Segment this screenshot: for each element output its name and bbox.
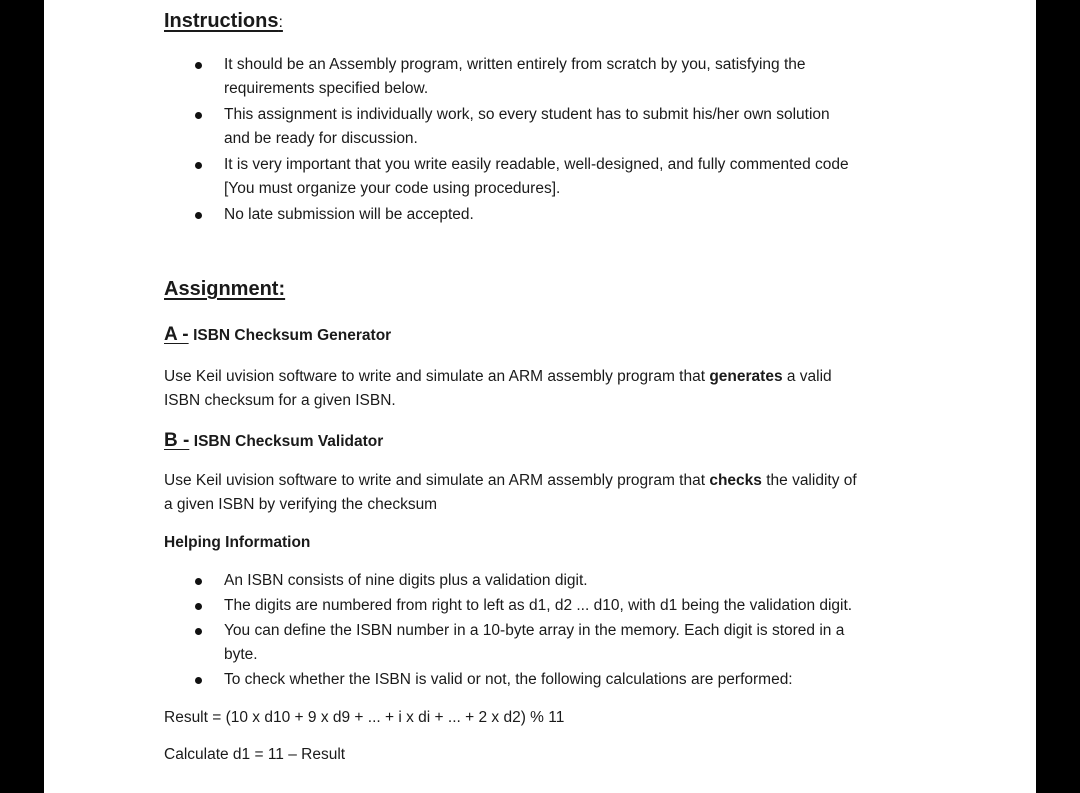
part-b-emphasis: checks (709, 472, 762, 489)
instructions-list (164, 53, 924, 227)
bullet-text: It should be an Assembly program, written entirely from scratch by you, satisfying the (224, 56, 806, 73)
helping-heading: Helping Information (164, 534, 311, 551)
bullet-text: No late submission will be accepted. (224, 206, 474, 223)
part-a-letter: A - (164, 324, 189, 345)
part-b-letter: B - (164, 430, 190, 451)
part-b-text: the validity of (761, 472, 857, 489)
bullet-icon (195, 628, 202, 635)
bullet-text: byte. (224, 646, 258, 663)
bullet-text: It is very important that you write easily readable, well-designed, and fully commented code (224, 156, 849, 173)
instructions-heading (164, 10, 283, 33)
part-a-heading (164, 324, 391, 346)
bullet-text: To check whether the ISBN is valid or not, the following calculations are performed: (224, 671, 793, 688)
bullet-icon (195, 162, 202, 169)
bullet-text: and be ready for discussion. (224, 130, 418, 147)
instructions-heading-text: Instructions (164, 10, 279, 32)
part-a-title: ISBN Checksum Generator (193, 327, 392, 344)
part-b-title: ISBN Checksum Validator (193, 433, 384, 450)
bullet-text: This assignment is individually work, so every student has to submit his/her own solution (224, 106, 830, 123)
result-formula: Result = (10 x d10 + 9 x d9 + ... + i x di + ... + 2 x d2) % 11 (164, 709, 565, 726)
bullet-text: You can define the ISBN number in a 10-byte array in the memory. Each digit is stored in a (224, 622, 845, 639)
list-item (164, 153, 924, 201)
list-item (164, 53, 924, 101)
list-item (164, 569, 924, 593)
part-a-text: ISBN checksum for a given ISBN. (164, 392, 396, 409)
bullet-icon (195, 578, 202, 585)
bullet-text: The digits are numbered from right to left as d1, d2 ... d10, with d1 being the validation digit. (224, 597, 853, 614)
part-a-text: Use Keil uvision software to write and simulate an ARM assembly program that (164, 368, 710, 385)
document-page (44, 0, 1036, 793)
part-a-description (164, 365, 924, 413)
list-item (164, 203, 924, 227)
bullet-icon (195, 212, 202, 219)
bullet-text: [You must organize your code using procedures]. (224, 180, 561, 197)
assignment-heading: Assignment: (164, 278, 286, 300)
bullet-icon (195, 603, 202, 610)
part-a-text: a valid (782, 368, 832, 385)
part-b-text: a given ISBN by verifying the checksum (164, 496, 438, 513)
instructions-heading-colon: : (278, 14, 283, 31)
part-b-description (164, 469, 924, 517)
bullet-text: requirements specified below. (224, 80, 429, 97)
bullet-icon (195, 677, 202, 684)
list-item (164, 103, 924, 151)
part-b-heading (164, 430, 383, 452)
bullet-icon (195, 62, 202, 69)
list-item (164, 619, 924, 667)
bullet-icon (195, 112, 202, 119)
calculate-formula: Calculate d1 = 11 – Result (164, 746, 346, 763)
list-item (164, 594, 924, 618)
helping-list (164, 569, 924, 692)
part-b-text: Use Keil uvision software to write and simulate an ARM assembly program that (164, 472, 710, 489)
bullet-text: An ISBN consists of nine digits plus a validation digit. (224, 572, 588, 589)
list-item (164, 668, 924, 692)
part-a-emphasis: generates (709, 368, 783, 385)
